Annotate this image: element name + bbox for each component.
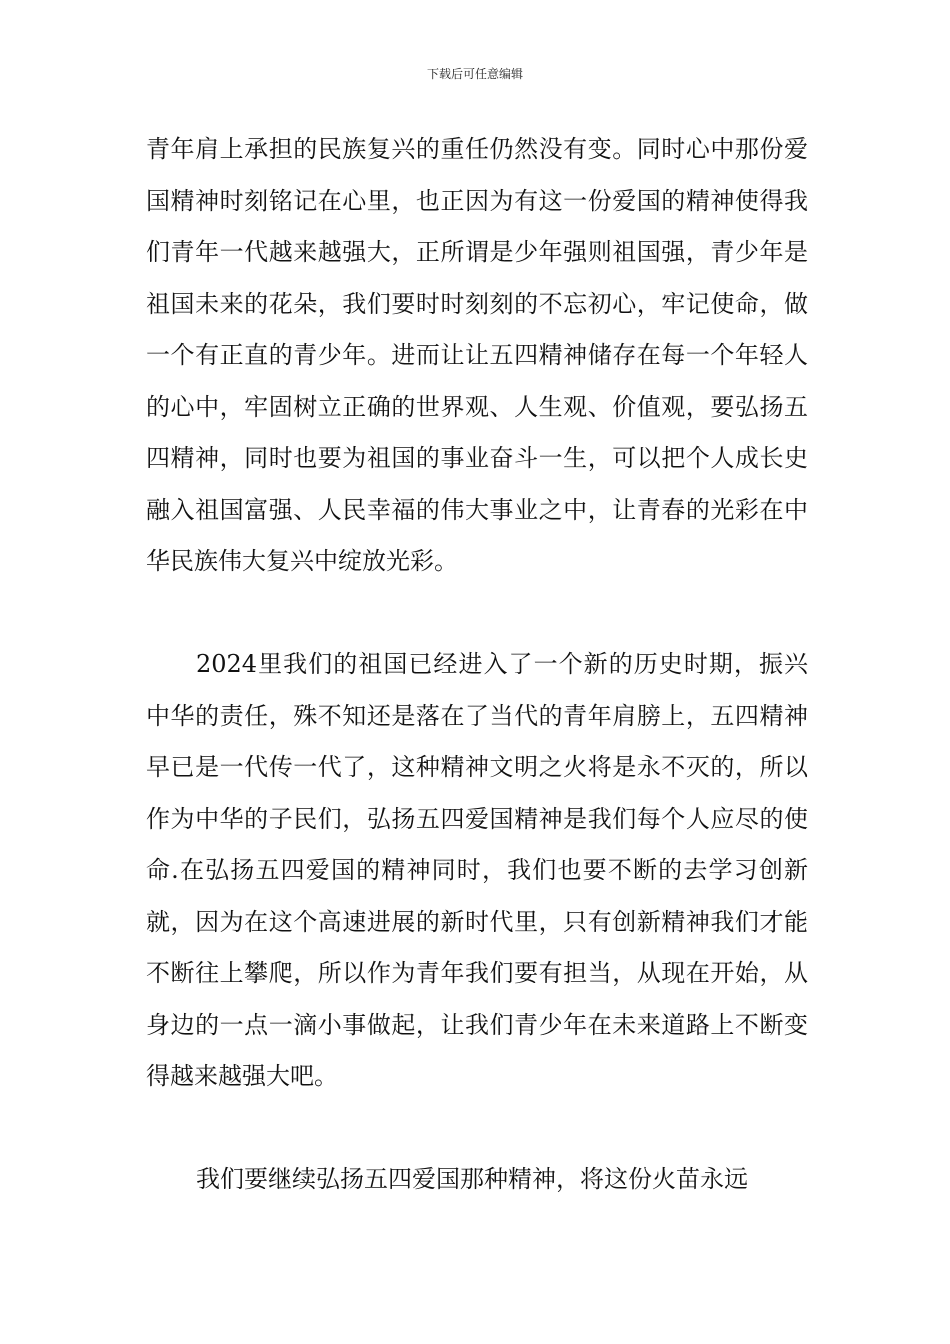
document-body (146, 124, 808, 1206)
paragraph-3: 我们要继续弘扬五四爱国那种精神，将这份火苗永远 (196, 1165, 748, 1193)
paragraph-1: 青年肩上承担的民族复兴的重任仍然没有变。同时心中那份爱国精神时刻铭记在心里，也正因为有这一份爱国的精神使得我们青年一代越来越强大，正所谓是少年强则祖国强，青少年是祖国未来的花朵，我们要时时刻刻的不忘初心，牢记使命，做一个有正直的青少年。进而让让五四精神储存在每一个年轻人的心中，牢固树立正确的世界观、人生观、价值观，要弘扬五四精神，同时也要为祖国的事业奋斗一生，可以把个人成长史融入祖国富强、人民幸福的伟大事业之中，让青春的光彩在中华民族伟大复兴中绽放光彩。 (146, 135, 808, 575)
page-header-note: 下载后可任意编辑 (426, 67, 523, 81)
paragraph-2: 2024里我们的祖国已经进入了一个新的历史时期，振兴中华的责任，殊不知还是落在了当代的青年肩膀上，五四精神早已是一代传一代了，这种精神文明之火将是永不灭的，所以作为中华的子民们，弘扬五四爱国精神是我们每个人应尽的使命.在弘扬五四爱国的精神同时，我们也要不断的去学习创新就，因为在这个高速进展的新时代里，只有创新精神我们才能不断往上攀爬，所以作为青年我们要有担当，从现在开始，从身边的一点一滴小事做起，让我们青少年在未来道路上不断变得越来越强大吧。 (146, 650, 808, 1090)
